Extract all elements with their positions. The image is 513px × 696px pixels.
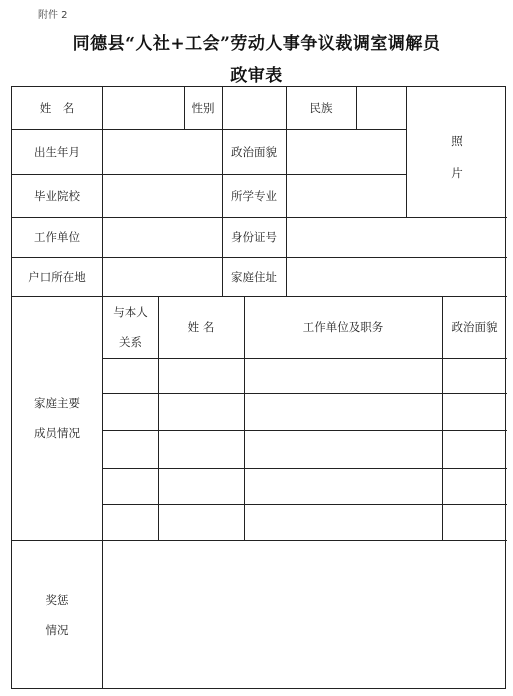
employer-field[interactable] bbox=[103, 217, 222, 257]
hukou-label: 户口所在地 bbox=[28, 269, 86, 284]
awards-label-line2: 情况 bbox=[45, 622, 69, 637]
family-row-5[interactable] bbox=[103, 505, 507, 540]
family-row-2[interactable] bbox=[103, 394, 507, 430]
address-label: 家庭住址 bbox=[231, 269, 277, 284]
family-row-1[interactable] bbox=[103, 359, 507, 393]
family-row-4[interactable] bbox=[103, 469, 507, 504]
gender-field[interactable] bbox=[223, 87, 286, 129]
hukou-field[interactable] bbox=[103, 257, 222, 296]
political-field[interactable] bbox=[287, 129, 406, 174]
photo-label-line2: 片 bbox=[451, 166, 463, 180]
major-field[interactable] bbox=[287, 174, 406, 217]
family-label-line2: 成员情况 bbox=[34, 426, 80, 440]
family-row-3[interactable] bbox=[103, 431, 507, 468]
photo-placeholder[interactable] bbox=[407, 87, 507, 217]
school-label: 毕业院校 bbox=[34, 188, 80, 203]
form-title: 同德县“人社+工会”劳动人事争议裁调室调解员 bbox=[72, 34, 441, 54]
birth-field[interactable] bbox=[103, 129, 222, 174]
gender-label: 性别 bbox=[191, 101, 215, 115]
family-members-label bbox=[12, 296, 102, 540]
awards-label-line1: 奖惩 bbox=[45, 592, 69, 607]
family-col-work: 工作单位及职务 bbox=[302, 320, 384, 334]
ethnicity-label: 民族 bbox=[309, 101, 333, 115]
family-col-name: 姓 名 bbox=[187, 320, 215, 334]
school-field[interactable] bbox=[103, 174, 222, 217]
relation-header-line1: 与本人 bbox=[113, 305, 148, 319]
birth-label: 出生年月 bbox=[34, 144, 80, 159]
employer-label: 工作单位 bbox=[34, 230, 80, 244]
family-label-line1: 家庭主要 bbox=[34, 396, 80, 410]
id-number-label: 身份证号 bbox=[231, 230, 277, 244]
family-col-relation bbox=[103, 296, 158, 358]
review-form-table bbox=[11, 86, 506, 689]
relation-header-line2: 关系 bbox=[119, 335, 142, 349]
awards-field[interactable] bbox=[103, 541, 507, 689]
name-field[interactable] bbox=[103, 87, 184, 129]
id-number-field[interactable] bbox=[287, 217, 507, 257]
address-field[interactable] bbox=[287, 257, 507, 296]
family-col-political: 政治面貌 bbox=[451, 320, 498, 334]
attachment-number: 附件 2 bbox=[38, 10, 68, 21]
photo-label-line1: 照 bbox=[451, 134, 463, 148]
political-label: 政治面貌 bbox=[231, 144, 277, 159]
form-subtitle: 政审表 bbox=[230, 66, 283, 86]
awards-label bbox=[12, 540, 102, 689]
name-label: 姓 名 bbox=[39, 101, 75, 115]
major-label: 所学专业 bbox=[231, 188, 277, 203]
ethnicity-field[interactable] bbox=[357, 87, 406, 129]
